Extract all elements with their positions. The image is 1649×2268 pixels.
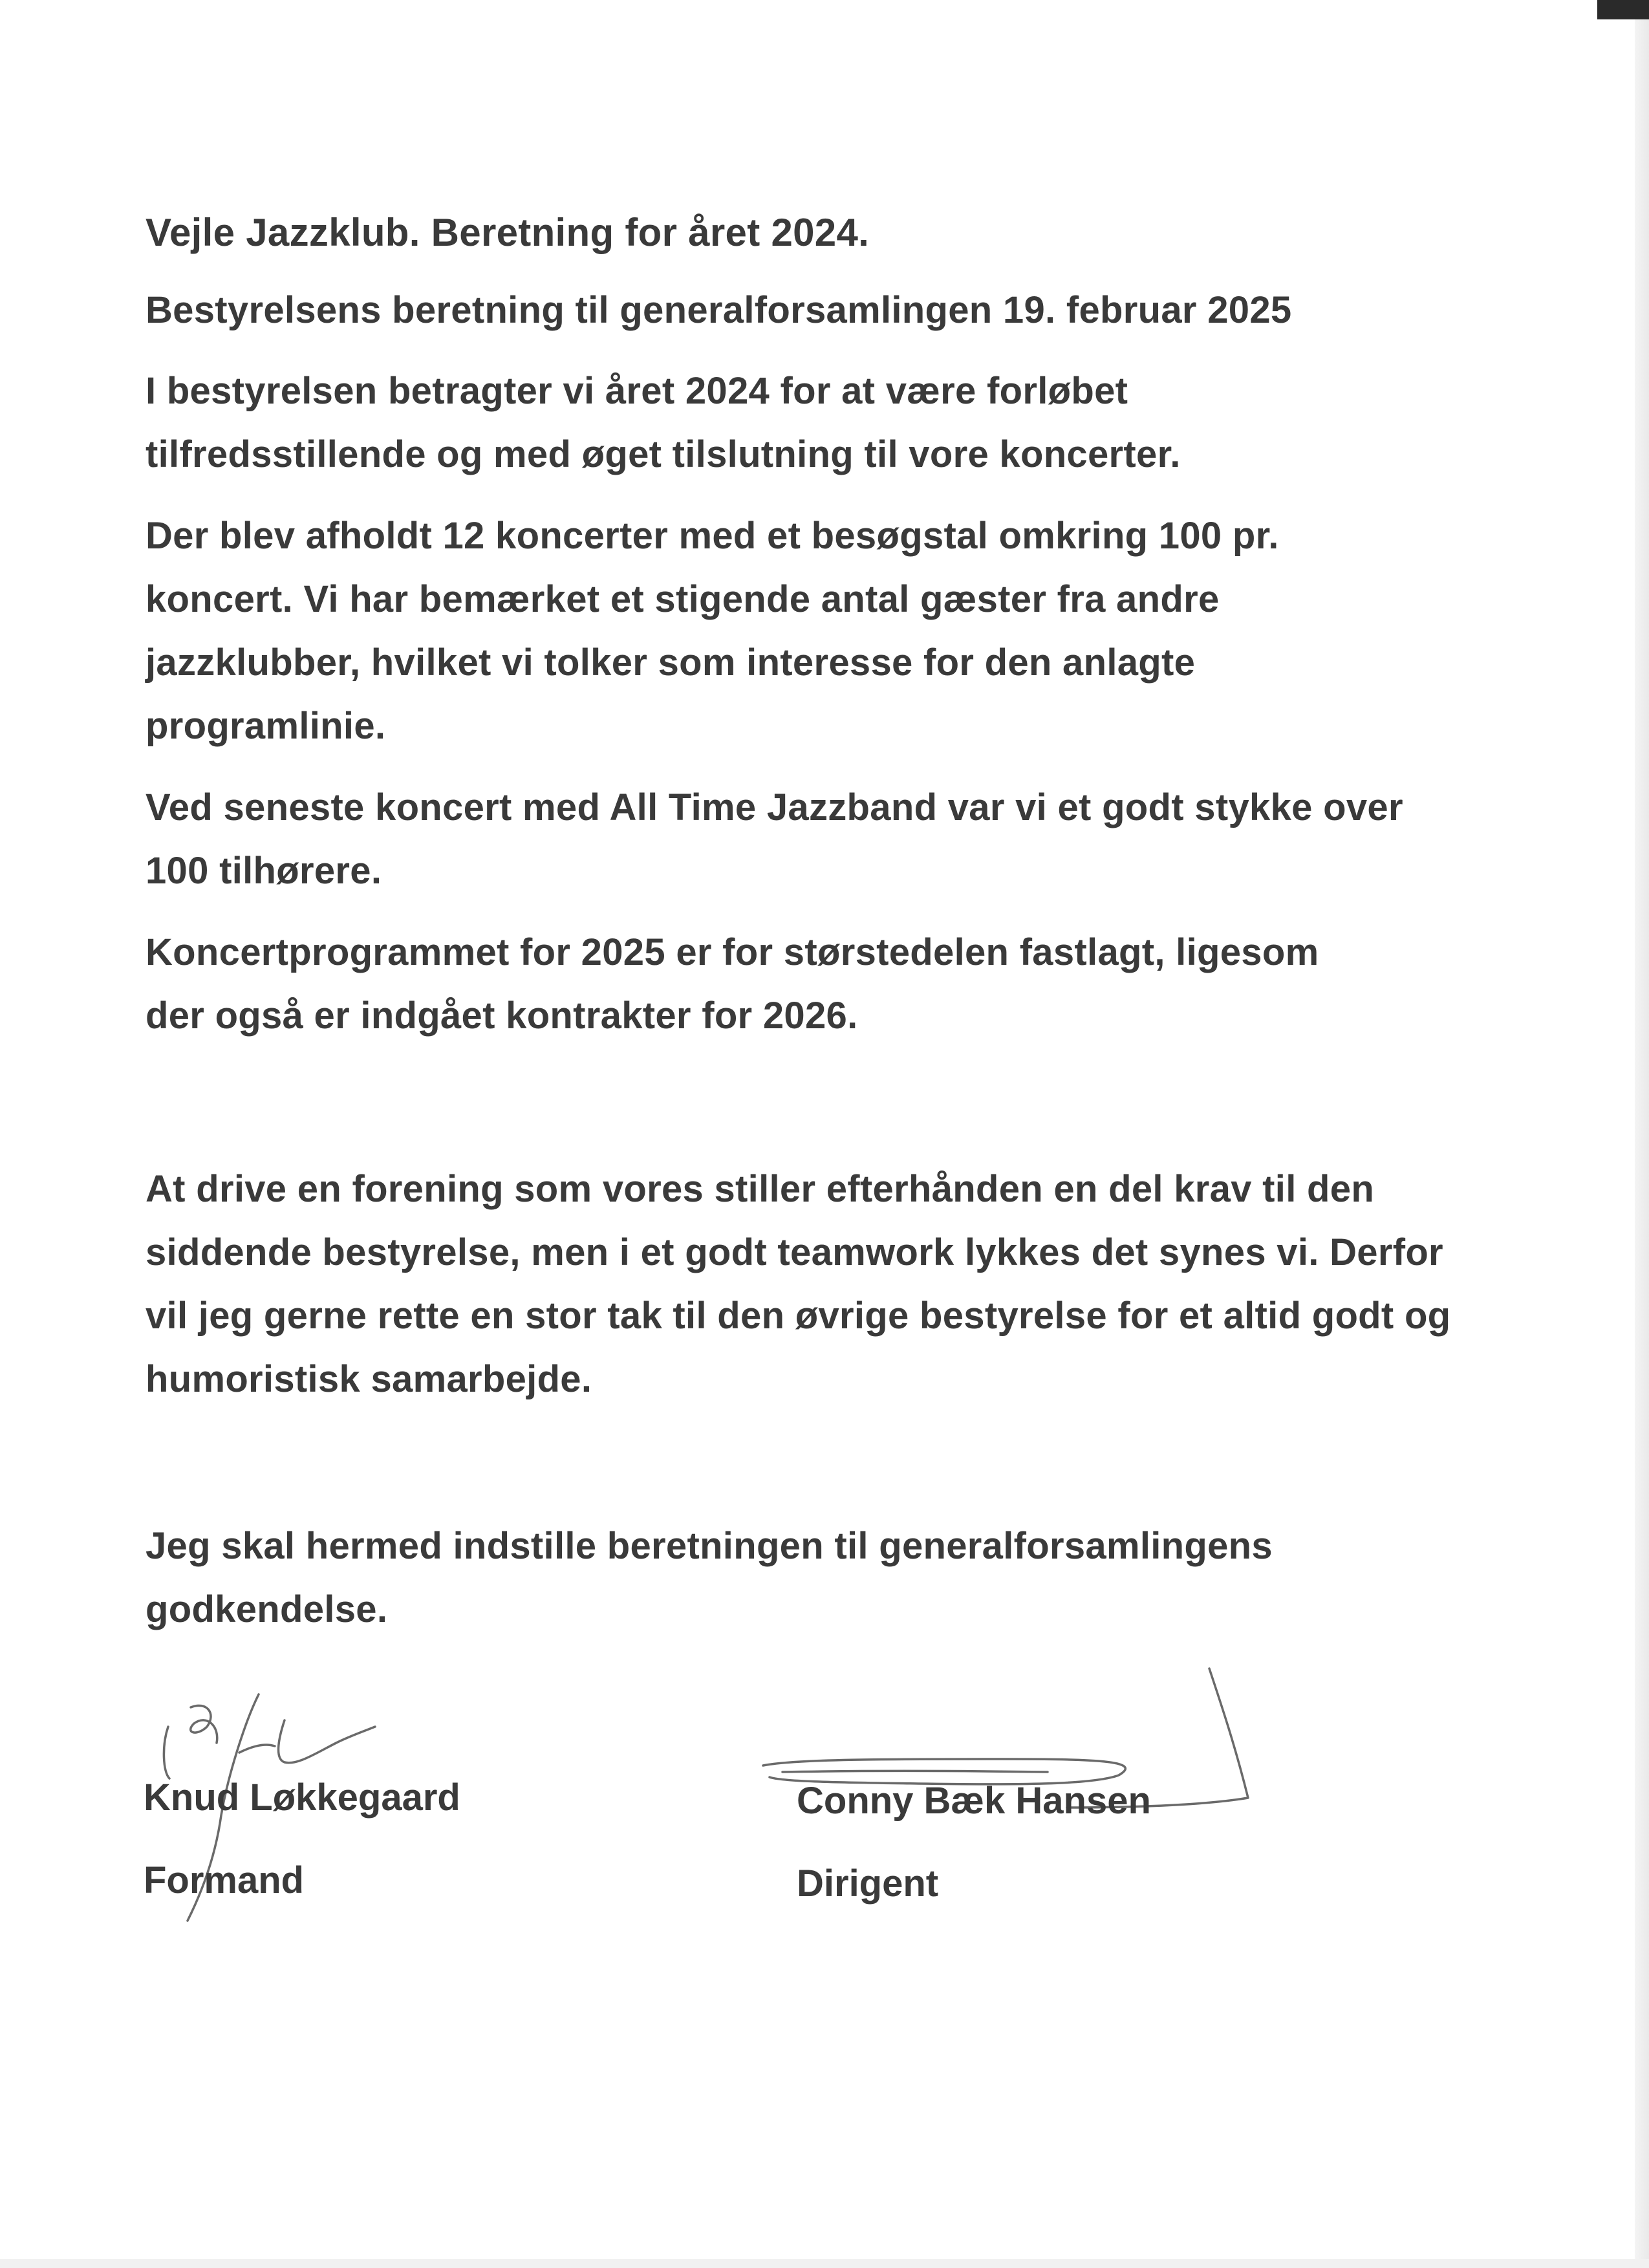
signature-block-right — [797, 1775, 1379, 1910]
scan-edge — [1635, 0, 1649, 2268]
scan-edge-bottom — [0, 2259, 1649, 2268]
signatory-name: Conny Bæk Hansen — [797, 1780, 1151, 1822]
document-title: Vejle Jazzklub. Beretning for året 2024. — [146, 211, 870, 254]
paragraph: I bestyrelsen betragter vi året 2024 for at være forløbet tilfredsstillende og med øget tilslutning til vore koncerter. — [146, 370, 1181, 475]
paragraph: Ved seneste koncert med All Time Jazzband var vi et godt stykke over 100 tilhørere. — [146, 786, 1403, 892]
document-body — [146, 207, 1458, 1659]
signatory-role: Dirigent — [797, 1863, 939, 1905]
paragraph: Koncertprogrammet for 2025 er for størstedelen fastlagt, ligesom der også er indgået kontrakter for 2026. — [146, 931, 1319, 1037]
scan-corner-mark — [1597, 0, 1649, 19]
signatory-role: Formand — [144, 1859, 305, 1901]
signature-block-left — [144, 1772, 726, 1906]
paragraph: Der blev afholdt 12 koncerter med et besøgstal omkring 100 pr. koncert. Vi har bemærket et stigende antal gæster fra andre jazzklubber, hvilket vi tolker som interesse for den anlagte programlinie. — [146, 515, 1279, 747]
paragraph: At drive en forening som vores stiller efterhånden en del krav til den siddende bestyrelse, men i et godt teamwork lykkes det synes vi. Derfor vil jeg gerne rette en stor tak til den øvrige bestyrelse for et altid godt og humoristisk samarbejde. — [146, 1168, 1451, 1400]
signatory-name: Knud Løkkegaard — [144, 1777, 460, 1819]
document-subtitle: Bestyrelsens beretning til generalforsamlingen 19. februar 2025 — [146, 289, 1292, 331]
paragraph: Jeg skal hermed indstille beretningen til generalforsamlingens godkendelse. — [146, 1525, 1273, 1630]
